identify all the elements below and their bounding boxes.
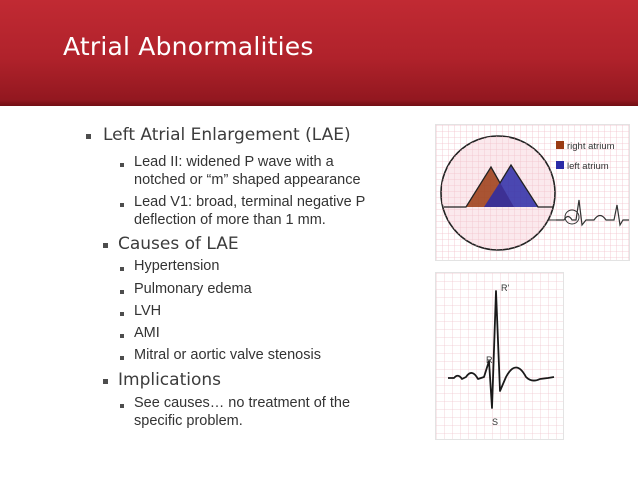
legend-swatch-left-atrium: [556, 161, 564, 169]
slide-title: Atrial Abnormalities: [63, 32, 314, 61]
bullet-marker: [120, 163, 124, 167]
bullet-lead-ii-line2: notched or “m” shaped appearance: [134, 171, 361, 188]
label-r: R: [486, 355, 493, 365]
bullet-lead-ii-line1: Lead II: widened P wave with a: [134, 154, 334, 170]
bullet-causes: Causes of LAE: [118, 234, 239, 254]
qrs-diagram: [436, 273, 563, 439]
bullet-marker: [86, 134, 91, 139]
qrs-figure: [435, 272, 564, 440]
bullet-marker: [120, 312, 124, 316]
bullet-marker: [103, 379, 108, 384]
legend-left-atrium: left atrium: [567, 161, 609, 172]
bullet-marker: [103, 243, 108, 248]
bullet-marker: [120, 267, 124, 271]
bullet-lead-v1-line1: Lead V1: broad, terminal negative P: [134, 194, 366, 210]
bullet-lae: Left Atrial Enlargement (LAE): [103, 125, 351, 145]
bullet-see-causes-line1: See causes… no treatment of the: [134, 395, 351, 411]
bullet-lvh: LVH: [134, 303, 162, 319]
bullet-lead-v1-line2: deflection of more than 1 mm.: [134, 211, 326, 228]
legend-swatch-right-atrium: [556, 141, 564, 149]
bullet-marker: [120, 404, 124, 408]
bullet-pulmonary-edema: Pulmonary edema: [134, 281, 252, 297]
bullet-marker: [120, 356, 124, 360]
bullet-see-causes: [134, 395, 350, 430]
label-s: S: [492, 417, 499, 427]
bullet-see-causes-line2: specific problem.: [134, 412, 243, 429]
bullet-implications: Implications: [118, 370, 221, 390]
bullet-hypertension: Hypertension: [134, 258, 220, 274]
bullet-stenosis: Mitral or aortic valve stenosis: [134, 347, 321, 363]
bullet-lead-ii: [134, 154, 361, 189]
p-wave-diagram: [436, 125, 629, 260]
bullet-marker: [120, 290, 124, 294]
p-wave-figure: [435, 124, 630, 261]
bullet-marker: [120, 334, 124, 338]
bullet-ami: AMI: [134, 325, 160, 341]
bullet-marker: [120, 203, 124, 207]
bullet-lead-v1: [134, 194, 365, 229]
label-r-prime: R': [501, 283, 510, 293]
legend-right-atrium: right atrium: [567, 141, 615, 152]
